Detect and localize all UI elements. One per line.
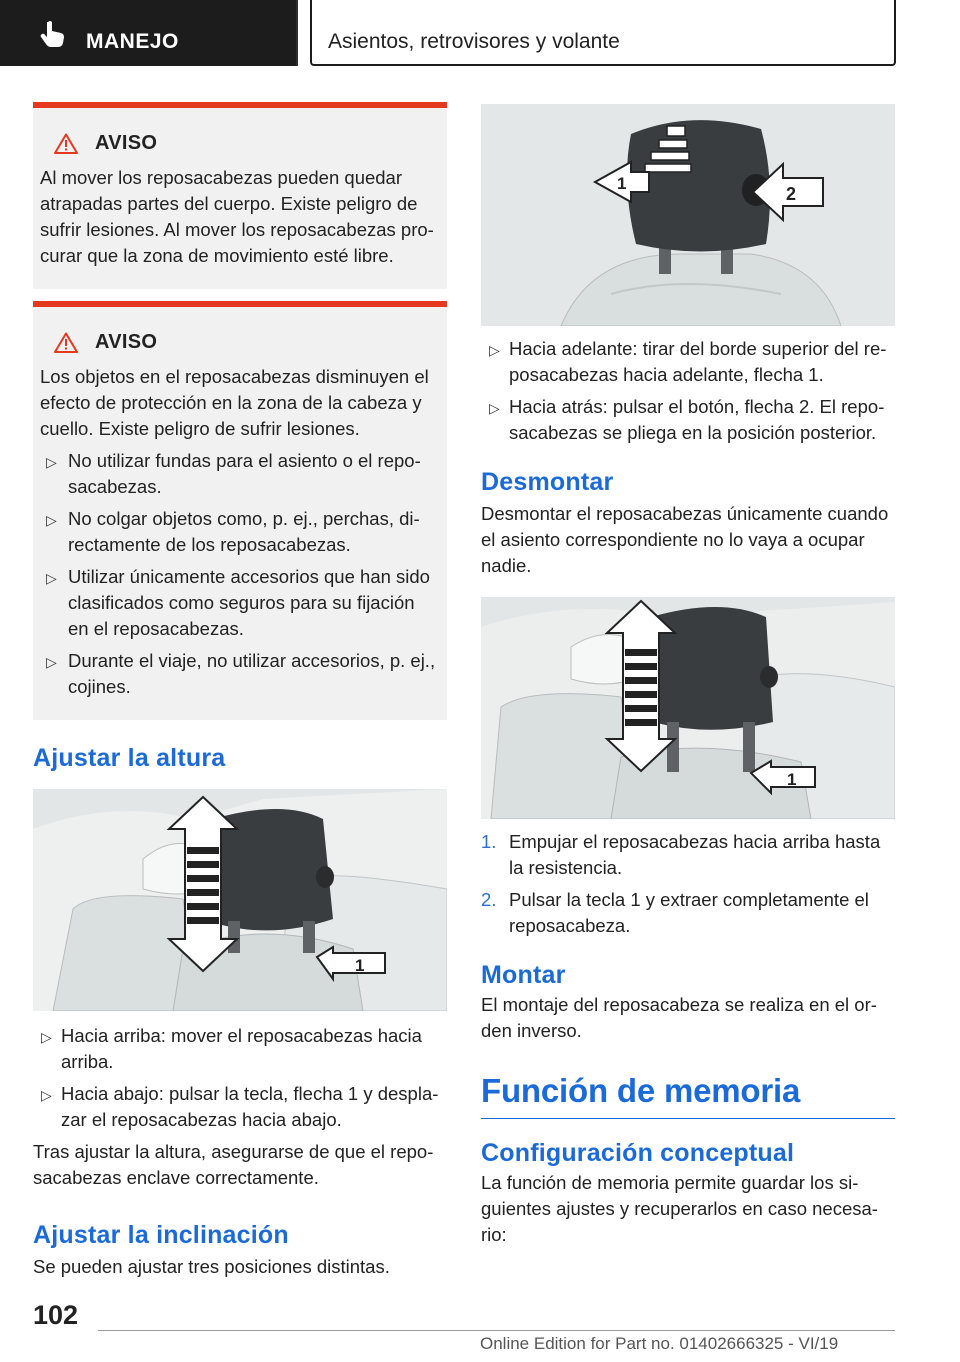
figure-headrest-height — [33, 789, 447, 1011]
memory-heading-block — [481, 1072, 895, 1119]
warning-title — [40, 132, 439, 155]
height-bullet-list — [33, 1023, 447, 1133]
list-item: 1. Empujar el reposacabezas hacia arriba hasta la resistencia. — [481, 829, 895, 881]
footer-divider — [98, 1330, 895, 1331]
memory-text: La función de memoria permite guardar los siguientes ajustes y recuperarlos en caso necesario: — [481, 1172, 878, 1245]
figure-headrest-remove — [481, 597, 895, 819]
bullet-triangle-icon: ▷ — [41, 1029, 52, 1045]
list-item: ▷ No utilizar fundas para el asiento o el reposacabezas. — [40, 448, 439, 500]
page-number: 102 — [33, 1300, 79, 1330]
arrow-label: 1 — [355, 956, 365, 975]
warning-text: Al mover los reposacabezas pueden quedar atrapadas partes del cuerpo. Existe peligro de sufrir lesiones. Al mover los reposacabezas procurar que la zona de movimiento esté libre. — [40, 167, 434, 266]
section-tab[interactable] — [0, 0, 298, 66]
right-column — [481, 104, 895, 1248]
list-item: ▷ Hacia adelante: tirar del borde superior del reposacabezas hacia adelante, flecha 1. — [481, 336, 895, 388]
warning-bullet-list — [40, 448, 439, 700]
bullet-triangle-icon: ▷ — [46, 454, 57, 470]
chapter-title: Asientos, retrovisores y volante — [328, 30, 620, 53]
bullet-triangle-icon: ▷ — [41, 1087, 52, 1103]
list-item: ▷ Durante el viaje, no utilizar accesorios, p. ej., cojines. — [40, 648, 439, 700]
chapter-tab[interactable] — [310, 0, 896, 66]
list-item: ▷ Hacia atrás: pulsar el botón, flecha 2. El reposacabezas se pliega en la posición posterior. — [481, 394, 895, 446]
warning-title — [40, 331, 439, 354]
heading-memory: Función de memoria — [481, 1072, 801, 1109]
height-after-text: Tras ajustar la altura, asegurarse de que el reposacabezas enclave correctamente. — [33, 1141, 434, 1188]
figure-headrest-tilt — [481, 104, 895, 326]
heading-mount: Montar — [481, 961, 566, 989]
footer-edition: Online Edition for Part no. 01402666325 - VI/19 — [480, 1334, 839, 1353]
warning-box — [33, 102, 447, 289]
heading-tilt: Ajustar la inclinación — [33, 1221, 289, 1249]
hand-pointer-icon — [40, 20, 66, 48]
bullet-triangle-icon: ▷ — [46, 512, 57, 528]
warning-triangle-icon — [54, 133, 78, 154]
warning-label: AVISO — [95, 132, 158, 154]
headrest-height-illustration — [33, 789, 447, 1011]
bullet-triangle-icon: ▷ — [46, 570, 57, 586]
headrest-remove-illustration — [481, 597, 895, 819]
warning-text: Los objetos en el reposacabezas disminuyen el efecto de protección en la zona de la cabeza y cuello. Existe peligro de sufrir lesiones. — [40, 366, 429, 439]
arrow-label: 1 — [787, 770, 797, 789]
bullet-triangle-icon: ▷ — [46, 654, 57, 670]
heading-memory-concept: Configuración conceptual — [481, 1139, 795, 1167]
step-number: 1. — [481, 831, 497, 852]
list-item: ▷ Utilizar únicamente accesorios que han sido clasificados como seguros para su fijación en el reposacabezas. — [40, 564, 439, 642]
section-label: MANEJO — [86, 30, 179, 53]
heading-remove: Desmontar — [481, 468, 614, 496]
tilt-text: Se pueden ajustar tres posiciones distintas. — [33, 1256, 390, 1277]
page-header — [0, 0, 960, 66]
bullet-triangle-icon: ▷ — [489, 342, 500, 358]
warning-label: AVISO — [95, 331, 158, 353]
arrow-label: 2 — [786, 184, 797, 204]
remove-text: Desmontar el reposacabezas únicamente cuando el asiento correspondiente no lo vaya a ocupar nadie. — [481, 503, 889, 576]
arrow-label: 1 — [617, 174, 627, 193]
heading-height: Ajustar la altura — [33, 744, 226, 772]
remove-steps-list — [481, 829, 895, 939]
list-item: 2. Pulsar la tecla 1 y extraer completamente el reposacabeza. — [481, 887, 895, 939]
bullet-triangle-icon: ▷ — [489, 400, 500, 416]
warning-triangle-icon — [54, 332, 78, 353]
headrest-tilt-illustration — [481, 104, 895, 326]
step-number: 2. — [481, 889, 497, 910]
warning-box — [33, 301, 447, 720]
list-item: ▷ No colgar objetos como, p. ej., perchas, directamente de los reposacabezas. — [40, 506, 439, 558]
mount-text: El montaje del reposacabeza se realiza en el orden inverso. — [481, 994, 877, 1041]
list-item: ▷ Hacia arriba: mover el reposacabezas hacia arriba. — [33, 1023, 447, 1075]
tilt-bullet-list — [481, 336, 895, 446]
list-item: ▷ Hacia abajo: pulsar la tecla, flecha 1 y desplazar el reposacabezas hacia abajo. — [33, 1081, 447, 1133]
left-column — [33, 102, 447, 1280]
